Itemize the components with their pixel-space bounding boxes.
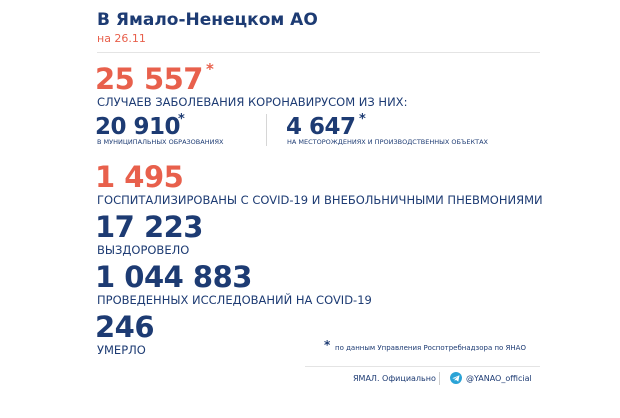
- hospitalized-label: ГОСПИТАЛИЗИРОВАНЫ С COVID-19 И ВНЕБОЛЬНИЧНЫМИ ПНЕВМОНИЯМИ: [97, 193, 543, 207]
- header-divider: [97, 52, 540, 53]
- tests-value: 1 044 883: [95, 260, 252, 294]
- field-cases-value: 4 647: [286, 114, 356, 140]
- municipal-cases-label: В МУНИЦИПАЛЬНЫХ ОБРАЗОВАНИЯХ: [97, 138, 224, 146]
- deaths-label: УМЕРЛО: [97, 343, 146, 357]
- column-divider: [266, 114, 267, 146]
- telegram-icon: [450, 372, 462, 384]
- telegram-handle[interactable]: @YANAO_official: [466, 374, 532, 383]
- recovered-label: ВЫЗДОРОВЕЛО: [97, 243, 190, 257]
- footnote-marker: *: [324, 338, 331, 352]
- total-cases-label: СЛУЧАЕВ ЗАБОЛЕВАНИЯ КОРОНАВИРУСОМ ИЗ НИХ:: [97, 95, 408, 109]
- tests-label: ПРОВЕДЕННЫХ ИССЛЕДОВАНИЙ НА COVID-19: [97, 293, 372, 307]
- footer-divider: [305, 366, 540, 367]
- page-title: В Ямало-Ненецком АО: [97, 10, 318, 30]
- deaths-value: 246: [95, 310, 155, 344]
- municipal-cases-value: 20 910: [95, 114, 181, 140]
- footer-brand: ЯМАЛ. Официально: [353, 374, 436, 383]
- footer-separator: [439, 372, 440, 385]
- field-cases-label: НА МЕСТОРОЖДЕНИЯХ И ПРОИЗВОДСТВЕННЫХ ОБЪЕКТАХ: [287, 138, 488, 146]
- municipal-footnote-marker: *: [178, 112, 185, 127]
- date-subtitle: на 26.11: [97, 32, 146, 45]
- field-footnote-marker: *: [359, 112, 366, 127]
- hospitalized-value: 1 495: [95, 160, 184, 194]
- total-cases-footnote-marker: *: [206, 60, 214, 78]
- total-cases-value: 25 557: [95, 62, 203, 96]
- recovered-value: 17 223: [95, 210, 203, 244]
- footnote-text: по данным Управления Роспотребнадзора по ЯНАО: [335, 344, 526, 352]
